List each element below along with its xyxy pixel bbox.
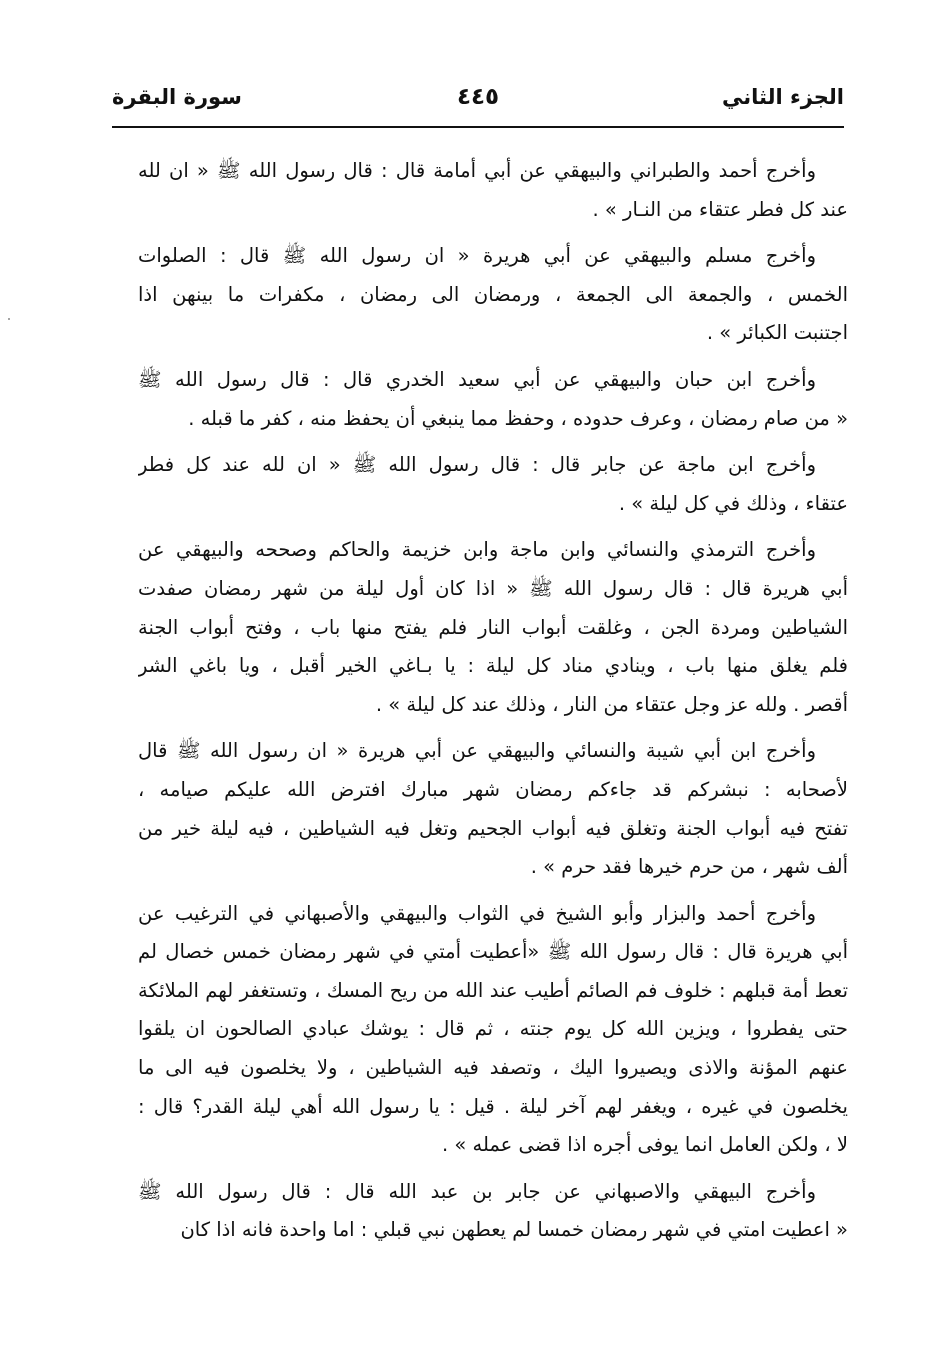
paragraph xyxy=(138,1173,848,1250)
text-line: ألف شهر ، من حرم خيرها فقد حرم » . xyxy=(530,855,848,879)
text-line: « من صام رمضان ، وعرف حدوده ، وحفظ مما ينبغي أن يحفظ منه ، كفر ما قبله . xyxy=(188,406,848,430)
paragraph xyxy=(138,895,848,1165)
text-line: وأخرج ابن حبان والبيهقي عن أبي سعيد الخدري قال : قال رسول الله ﷺ xyxy=(138,367,816,391)
text-line: أبي هريرة قال : قال رسول الله ﷺ «أعطيت أمتي في شهر رمضان خمس خصال لم xyxy=(138,940,848,964)
text-line: تعط أمة قبلهم : خلوف فم الصائم أطيب عند الله من ريح المسك ، وتستغفر لهم الملائكة xyxy=(138,978,848,1002)
paragraph xyxy=(138,237,848,353)
text-line: الشياطين ومردة الجن ، وغلقت أبواب النار فلم يفتح منها باب ، وفتح أبواب الجنة xyxy=(138,615,848,639)
text-line: وأخرج مسلم والبيهقي عن أبي هريرة « ان رسول الله ﷺ قال : الصلوات xyxy=(138,244,816,268)
text-line: عند كل فطر عتقاء من النـار » . xyxy=(592,197,848,221)
paragraph xyxy=(138,732,848,886)
paragraph-gap xyxy=(138,353,848,361)
paragraph xyxy=(138,531,848,724)
text-line: عنهم المؤنة والاذى ويصيروا اليك ، وتصفد فيه الشياطين ، ولا يخلصون فيه الى ما xyxy=(138,1056,848,1080)
text-line: حتى يفطروا ، ويزين الله كل يوم جنته ، ثم قال : يوشك عبادي الصالحون ان يلقوا xyxy=(138,1017,848,1041)
text-line: أبي هريرة قال : قال رسول الله ﷺ « اذا كان أول ليلة من شهر رمضان صفدت xyxy=(138,576,848,600)
text-line: عتقاء ، وذلك في كل ليلة » . xyxy=(618,491,848,515)
paragraph-gap xyxy=(138,523,848,531)
text-line: وأخرج ابن أبي شيبة والنسائي والبيهقي عن أبي هريرة « ان رسول الله ﷺ قال xyxy=(138,739,816,763)
paragraph-gap xyxy=(138,887,848,895)
text-line: الخمس ، والجمعة الى الجمعة ، ورمضان الى رمضان ، مكفرات ما بينهن اذا xyxy=(138,282,848,306)
text-line: « اعطيت امتي في شهر رمضان خمسا لم يعطهن نبي قبلي : اما واحدة فانه اذا كان xyxy=(180,1218,848,1242)
margin-speck xyxy=(8,318,10,320)
running-header xyxy=(112,80,844,128)
paragraph-gap xyxy=(138,1165,848,1173)
volume-label: الجزء الثاني xyxy=(721,85,844,109)
text-line: وأخرج أحمد والطبراني والبيهقي عن أبي أمامة قال : قال رسول الله ﷺ « ان لله xyxy=(138,159,816,182)
text-line: تفتح فيه أبواب الجنة وتغلق فيه أبواب الجحيم وتغل فيه الشياطين ، فيه ليلة خير من xyxy=(138,816,848,840)
text-line: وأخرج البيهقي والاصبهاني عن جابر بن عبد الله قال : قال رسول الله ﷺ xyxy=(138,1179,816,1203)
text-line: وأخرج أحمد والبزار وأبو الشيخ في الثواب والبيهقي والأصبهاني في الترغيب عن xyxy=(138,901,816,925)
surah-label: سورة البقرة xyxy=(112,85,242,109)
paragraph-gap xyxy=(138,438,848,446)
text-line: لأصحابه : نبشركم قد جاءكم رمضان شهر مبارك افترض الله عليكم صيامه ، xyxy=(138,777,848,801)
text-line: أقصر . ولله عز وجل عتقاء من النار ، وذلك عند كل ليلة » . xyxy=(375,692,848,716)
text-line: لا ، ولكن العامل انما يوفى أجره اذا قضى عمله » . xyxy=(441,1133,848,1157)
body-text xyxy=(138,152,848,1250)
text-line: اجتنبت الكبائر » . xyxy=(706,321,848,345)
paragraph-gap xyxy=(138,229,848,237)
paragraph xyxy=(138,361,848,438)
text-line: يخلصون في غيره ، ويغفر لهم آخر ليلة . قيل : يا رسول الله أهي ليلة القدر؟ قال : xyxy=(138,1094,848,1118)
page-number: ٤٤٥ xyxy=(456,84,500,110)
text-line: وأخرج الترمذي والنسائي وابن ماجة وابن خزيمة والحاكم وصححه والبيهقي عن xyxy=(138,538,816,562)
paragraph xyxy=(138,152,848,229)
paragraph xyxy=(138,446,848,523)
text-line: فلم يغلق منها باب ، وينادي مناد كل ليلة : يا بـاغي الخير أقبل ، ويا باغي الشر xyxy=(138,654,848,678)
paragraph-gap xyxy=(138,724,848,732)
text-line: وأخرج ابن ماجة عن جابر قال : قال رسول الله ﷺ « ان لله عند كل فطر xyxy=(138,453,816,477)
